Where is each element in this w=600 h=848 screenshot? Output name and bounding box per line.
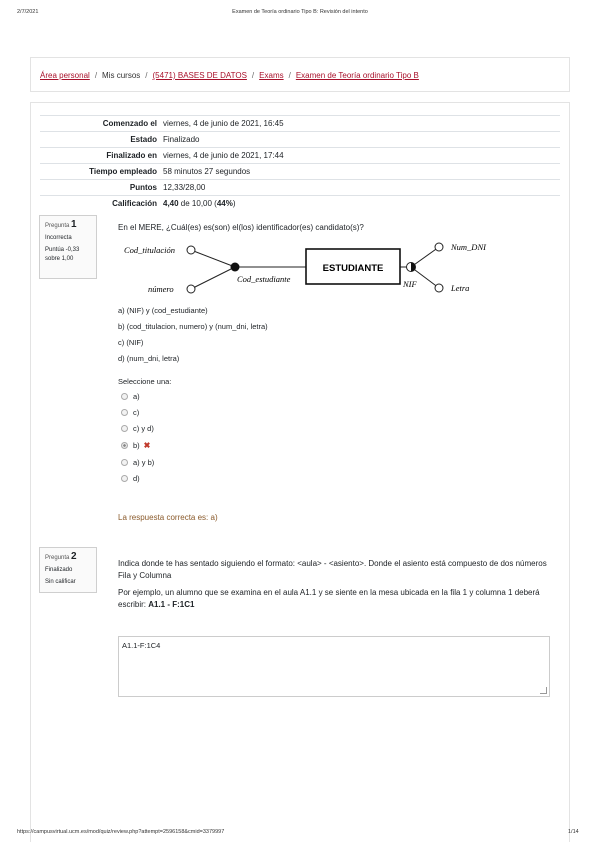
er-attribute-circle (435, 284, 443, 292)
er-attribute-circle (187, 285, 195, 293)
summary-value: 12,33/28,00 (163, 180, 560, 196)
summary-label: Tiempo empleado (40, 164, 163, 180)
choice-text-a: a) (NIF) y (cod_estudiante) (118, 306, 208, 315)
question-status: Finalizado (45, 567, 73, 573)
summary-row (40, 180, 560, 196)
choice-text-c: c) (NIF) (118, 338, 144, 347)
radio-button[interactable] (121, 475, 128, 482)
summary-row (40, 196, 560, 212)
summary-value: 58 minutos 27 segundos (163, 164, 560, 180)
incorrect-x-icon: ✖ (143, 441, 151, 450)
print-title: Examen de Teoría ordinario Tipo B: Revisión del intento (232, 9, 368, 15)
question-2-info (39, 547, 97, 593)
correct-answer-feedback: La respuesta correcta es: a) (118, 513, 218, 522)
breadcrumb (40, 71, 419, 80)
question-number (45, 220, 91, 231)
option-row[interactable] (121, 458, 154, 467)
question-number-value: 1 (71, 219, 77, 230)
er-attr-numero: número (148, 284, 174, 294)
question-2-example (118, 587, 558, 611)
er-identifier-circle (231, 263, 240, 272)
summary-row (40, 148, 560, 164)
question-2-text: Indica donde te has sentado siguiendo el formato: <aula> - <asiento>. Donde el asiento está compuesto de dos números Fila y Columna (118, 559, 547, 580)
breadcrumb-my-courses[interactable]: Mis cursos (102, 71, 141, 80)
er-line (191, 250, 235, 267)
question-1-text: En el MERE, ¿Cuál(es) es(son) el(los) identificador(es) candidato(s)? (118, 223, 364, 232)
er-attr-nif: NIF (403, 279, 417, 289)
choice-text-d: d) (num_dni, letra) (118, 354, 180, 363)
breadcrumb-home-link[interactable]: Área personal (40, 71, 90, 80)
choice-text-b: b) (cod_titulacion, numero) y (num_dni, letra) (118, 322, 268, 331)
example-intro: Por ejemplo, un alumno que se examina en el aula A1.1 y se siente en la mesa ubicada en la fila 1 y columna 1 deberá escribir: (118, 588, 540, 609)
option-label: a) (133, 392, 140, 401)
breadcrumb-separator: / (145, 71, 148, 80)
question-prefix: Pregunta (45, 223, 70, 229)
radio-button-checked[interactable] (121, 442, 128, 449)
option-row[interactable] (121, 474, 140, 483)
summary-label: Finalizado en (40, 148, 163, 164)
option-row[interactable] (121, 408, 139, 417)
option-row[interactable] (121, 424, 154, 433)
er-attribute-circle (187, 246, 195, 254)
breadcrumb-exam-link[interactable]: Examen de Teoría ordinario Tipo B (295, 71, 419, 80)
option-row[interactable] (121, 392, 140, 401)
option-label: c) y d) (133, 424, 154, 433)
question-1-info (39, 215, 97, 279)
summary-value: viernes, 4 de junio de 2021, 16:45 (163, 116, 560, 132)
breadcrumb-separator: / (288, 71, 291, 80)
print-page-number: 1/14 (568, 829, 579, 835)
er-entity-label: ESTUDIANTE (322, 263, 384, 274)
er-attr-num-dni: Num_DNI (451, 242, 486, 252)
review-container (30, 102, 570, 842)
radio-button[interactable] (121, 459, 128, 466)
select-prompt: Seleccione una: (118, 377, 172, 386)
summary-label: Comenzado el (40, 116, 163, 132)
print-date: 2/7/2021 (17, 9, 39, 15)
summary-value: Finalizado (163, 132, 560, 148)
summary-row (40, 116, 560, 132)
er-diagram (118, 237, 498, 297)
breadcrumb-separator: / (251, 71, 255, 80)
er-line (191, 267, 235, 289)
summary-label: Calificación (40, 196, 163, 212)
question-number-value: 2 (71, 551, 77, 562)
breadcrumb-course-link[interactable]: (5471) BASES DE DATOS (152, 71, 247, 80)
print-url: https://campusvirtual.ucm.es/mod/quiz/review.php?attempt=2596158&cmid=3379997 (17, 829, 225, 835)
question-score: Sin calificar (45, 579, 76, 585)
question-status: Incorrecta (45, 235, 72, 241)
grade-mid: de 10,00 ( (178, 199, 217, 208)
option-label: c) (133, 408, 140, 417)
question-score: Puntúa -0,33 sobre 1,00 (45, 247, 80, 262)
er-attr-letra: Letra (451, 283, 470, 293)
breadcrumb-exams-link[interactable]: Exams (259, 71, 284, 80)
resize-handle-icon[interactable] (540, 687, 547, 694)
summary-label: Puntos (40, 180, 163, 196)
breadcrumb-container (30, 57, 570, 92)
er-attribute-circle (435, 243, 443, 251)
answer-textarea[interactable] (118, 636, 550, 697)
example-format: A1.1 - F:1C1 (148, 600, 195, 609)
summary-label: Estado (40, 132, 163, 148)
grade-end: ) (232, 199, 236, 208)
option-label: a) y b) (133, 458, 155, 467)
grade-percent: 44% (216, 199, 233, 208)
breadcrumb-separator: / (94, 71, 98, 80)
radio-button[interactable] (121, 409, 128, 416)
option-label: d) (133, 474, 140, 483)
er-attr-cod-titulacion: Cod_titulación (124, 245, 175, 255)
attempt-summary-table (40, 115, 560, 211)
answer-text: A1.1-F:1C4 (122, 641, 161, 650)
radio-button[interactable] (121, 425, 128, 432)
question-number (45, 552, 91, 563)
option-label: b) (133, 441, 140, 450)
summary-row (40, 132, 560, 148)
er-line (411, 247, 439, 267)
grade-value (163, 196, 560, 212)
summary-value: viernes, 4 de junio de 2021, 17:44 (163, 148, 560, 164)
question-prefix: Pregunta (45, 555, 70, 561)
er-attr-cod-estudiante: Cod_estudiante (237, 274, 291, 284)
radio-button[interactable] (121, 393, 128, 400)
summary-row (40, 164, 560, 180)
grade-bold: 4,40 (163, 199, 179, 208)
option-row-selected[interactable] (121, 441, 150, 450)
